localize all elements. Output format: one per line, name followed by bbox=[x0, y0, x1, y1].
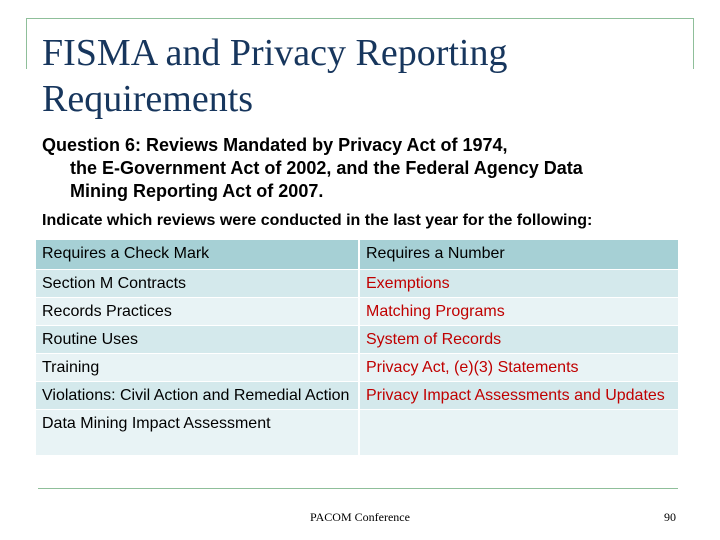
check-item: Data Mining Impact Assessment bbox=[36, 410, 359, 456]
slide-title: FISMA and Privacy Reporting Requirements bbox=[42, 32, 508, 120]
table-row bbox=[36, 270, 678, 298]
page-number: 90 bbox=[664, 510, 676, 524]
check-item: Section M Contracts bbox=[36, 270, 359, 298]
frame-top-rule bbox=[26, 18, 694, 19]
check-item: Routine Uses bbox=[36, 326, 359, 354]
header-number: Requires a Number bbox=[359, 240, 678, 270]
number-item: Matching Programs bbox=[359, 298, 678, 326]
table-row bbox=[36, 382, 678, 410]
footer-conference: PACOM Conference bbox=[310, 510, 410, 524]
question-line-3: Mining Reporting Act of 2007. bbox=[70, 181, 324, 201]
number-item: Privacy Act, (e)(3) Statements bbox=[359, 354, 678, 382]
reviews-table bbox=[36, 240, 678, 455]
table-row bbox=[36, 298, 678, 326]
table-row bbox=[36, 354, 678, 382]
frame-right-rule bbox=[693, 18, 694, 69]
table-row bbox=[36, 410, 678, 456]
question-text-1: Reviews Mandated by Privacy Act of 1974, bbox=[146, 135, 508, 155]
check-item: Violations: Civil Action and Remedial Action bbox=[36, 382, 359, 410]
number-item: Exemptions bbox=[359, 270, 678, 298]
number-item: Privacy Impact Assessments and Updates bbox=[359, 382, 678, 410]
question-label: Question 6: bbox=[42, 135, 142, 155]
frame-left-rule bbox=[26, 18, 27, 69]
footer-rule bbox=[38, 488, 678, 489]
number-item: System of Records bbox=[359, 326, 678, 354]
instruction-text: Indicate which reviews were conducted in the last year for the following: bbox=[42, 212, 593, 229]
question-line-2: the E-Government Act of 2002, and the Federal Agency Data bbox=[70, 158, 583, 178]
question-block bbox=[42, 134, 702, 203]
slide-footer bbox=[20, 510, 700, 526]
number-item bbox=[359, 410, 678, 456]
check-item: Training bbox=[36, 354, 359, 382]
header-check-mark: Requires a Check Mark bbox=[36, 240, 359, 270]
check-item: Records Practices bbox=[36, 298, 359, 326]
question-line-1 bbox=[42, 134, 702, 157]
table-row bbox=[36, 326, 678, 354]
table-header-row bbox=[36, 240, 678, 270]
